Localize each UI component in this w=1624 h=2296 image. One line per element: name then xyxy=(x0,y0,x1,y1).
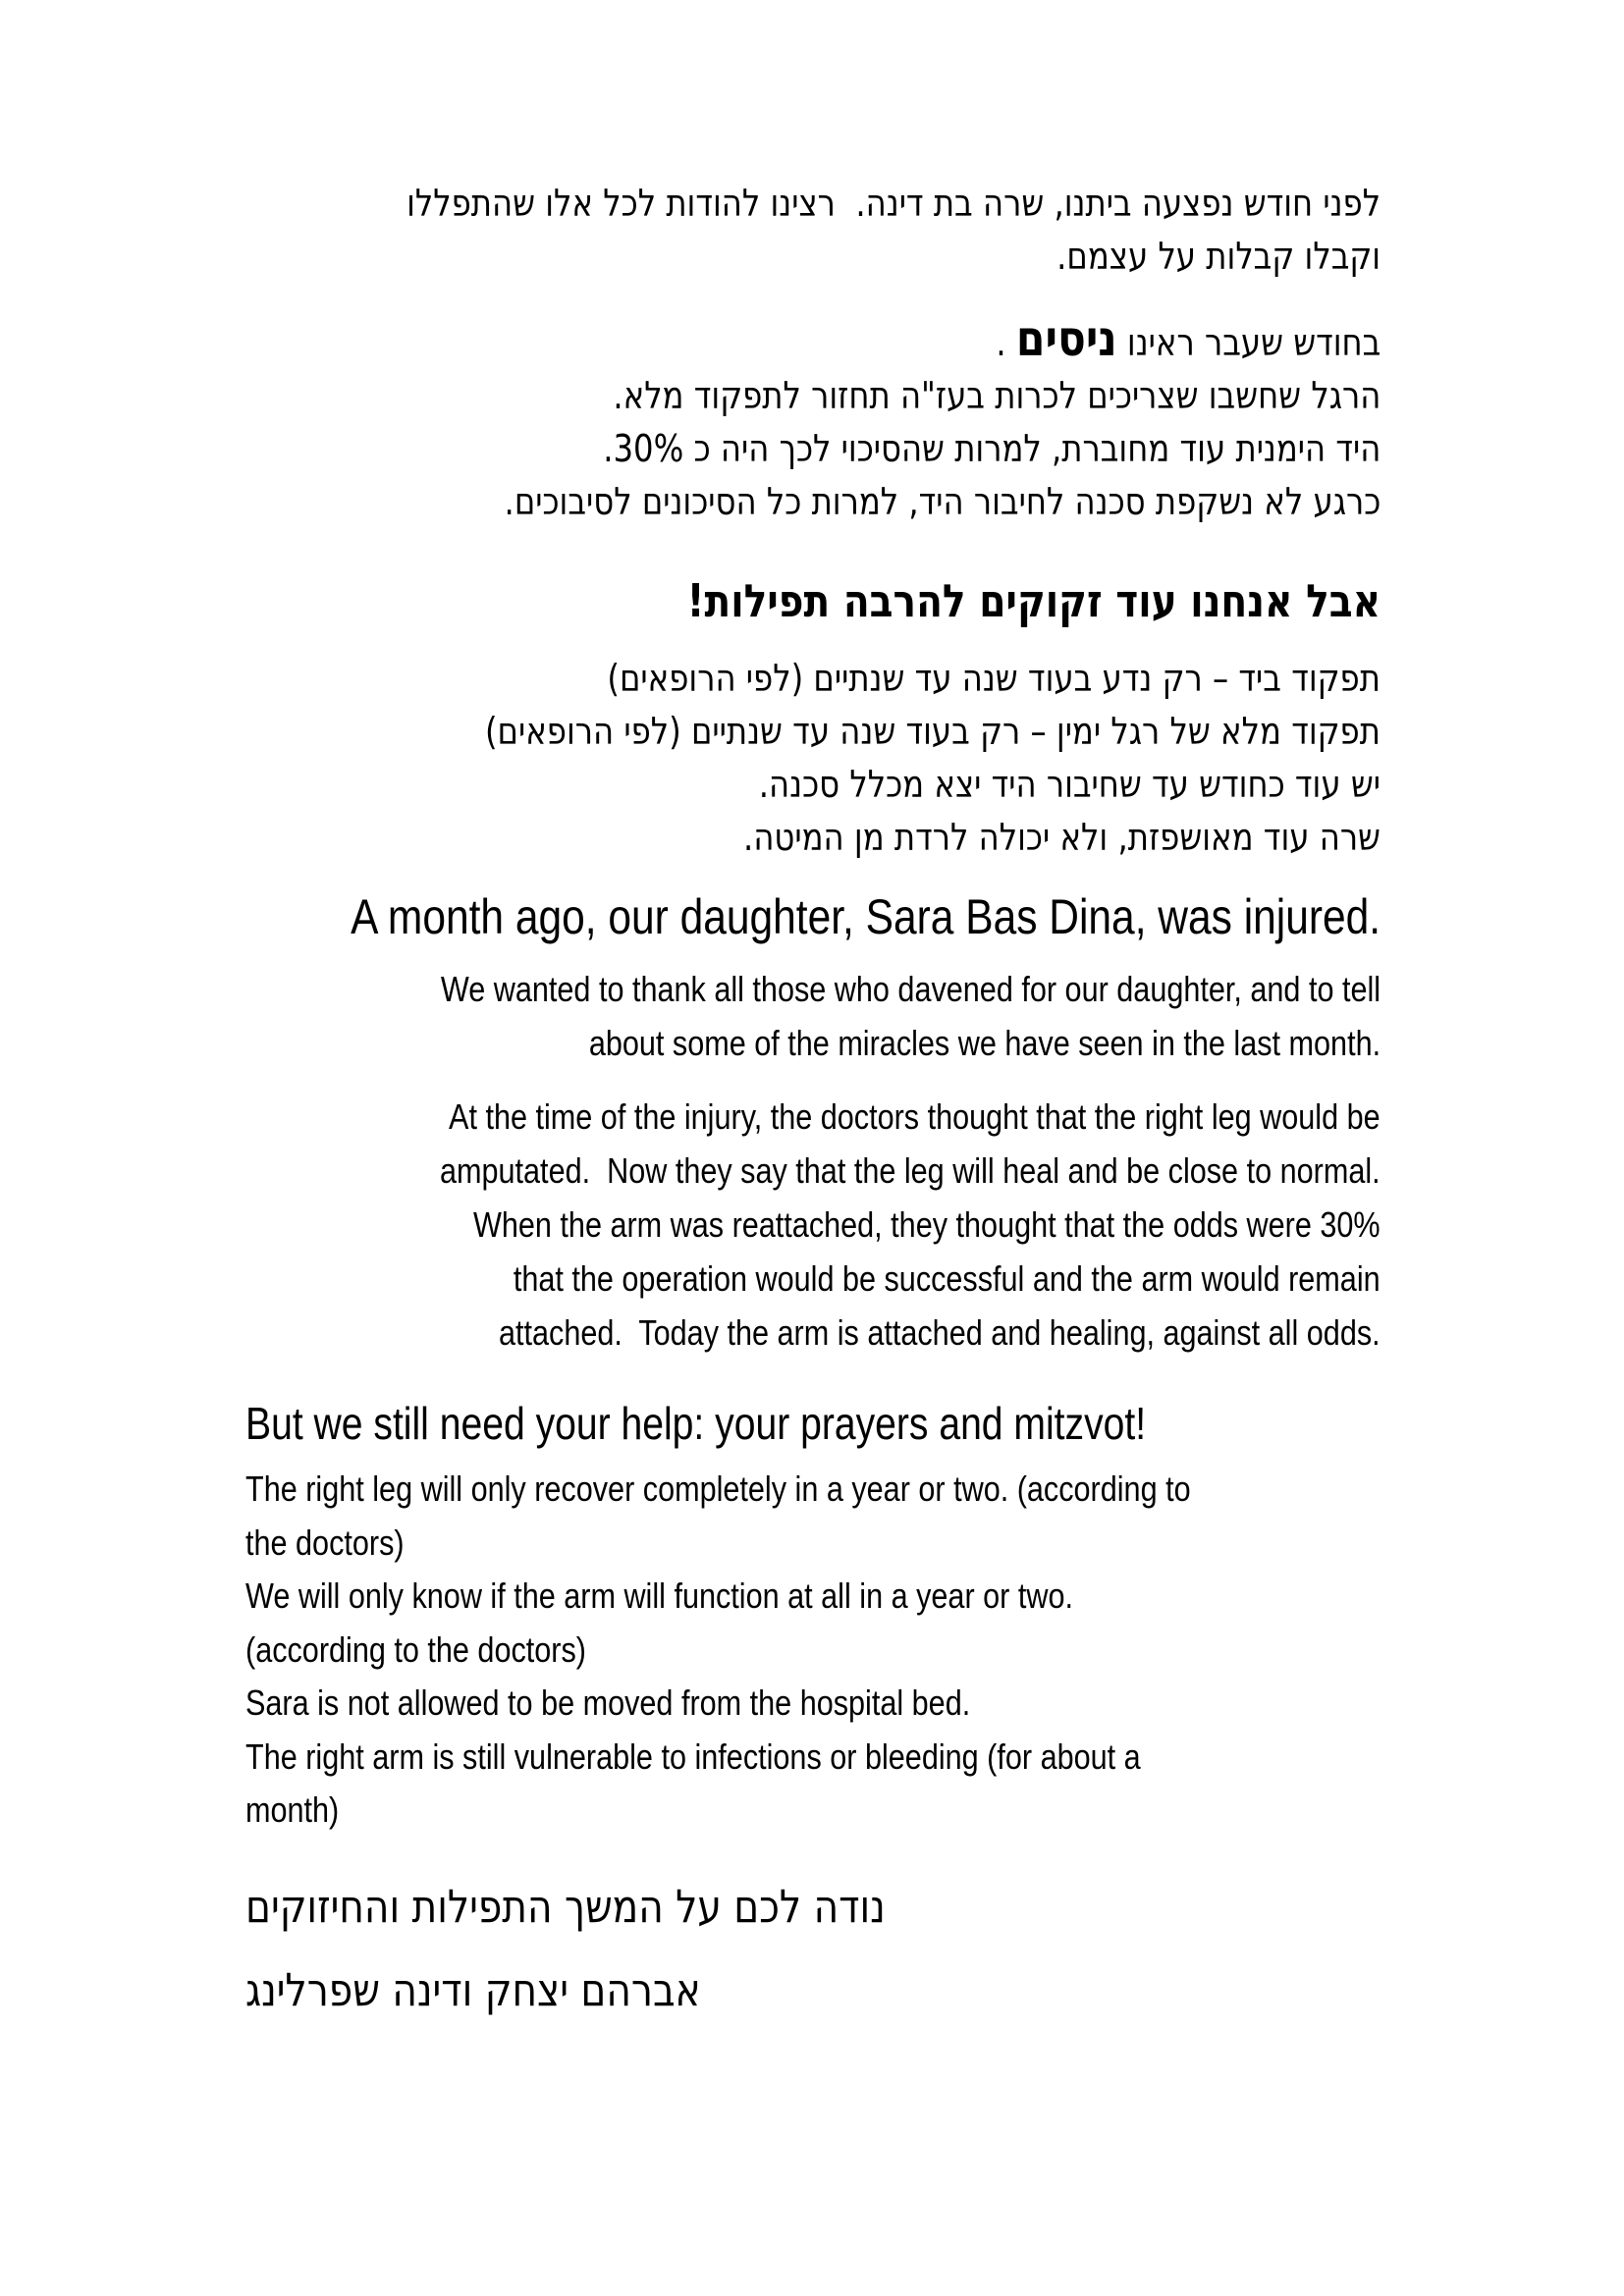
text-line: The right leg will only recover completely in a year or two. (according to xyxy=(245,1468,1191,1509)
text-line: תפקוד ביד – רק נדע בעוד שנה עד שנתיים (לפי הרופאים) xyxy=(607,657,1380,700)
text-line: The right arm is still vulnerable to infections or bleeding (for about a xyxy=(245,1735,1141,1777)
text-line: (according to the doctors) xyxy=(245,1629,586,1670)
english-injury-paragraph xyxy=(440,1090,1380,1360)
text-line: הרגל שחשבו שצריכים לכרות בעז"ה תחזור לתפקוד מלא. xyxy=(612,374,1380,417)
text-line: Sara is not allowed to be moved from the hospital bed. xyxy=(245,1682,971,1723)
english-thanks-paragraph xyxy=(441,962,1380,1070)
text-line: We will only know if the arm will function at all in a year or two. xyxy=(245,1575,1073,1616)
miracles-line-suffix: . xyxy=(995,321,1016,364)
text-line: יש עוד כחודש עד שחיבור היד יצא מכלל סכנה. xyxy=(758,763,1380,806)
text-line: כרגע לא נשקפת סכנה לחיבור היד, למרות כל הסיכונים לסיבוכים. xyxy=(504,480,1380,523)
heading-text: A month ago, our daughter, Sara Bas Dina, was injured. xyxy=(351,889,1380,944)
text-line: amputated. Now they say that the leg will heal and be close to normal. xyxy=(440,1150,1380,1191)
miracles-emphasis-word: ניסים xyxy=(1015,310,1117,367)
text-line: month) xyxy=(245,1789,340,1830)
text-line: When the arm was reattached, they thought that the odds were 30% xyxy=(473,1204,1381,1245)
english-title xyxy=(351,886,1380,947)
heading-text: But we still need your help: your prayers and mitzvot! xyxy=(245,1398,1147,1449)
signature-text: אברהם יצחק ודינה שפרלינג xyxy=(245,1963,701,2016)
text-line: At the time of the injury, the doctors thought that the right leg would be xyxy=(449,1096,1380,1137)
hebrew-status-paragraph xyxy=(485,652,1380,864)
hebrew-miracles-paragraph xyxy=(504,312,1380,528)
text-line: the doctors) xyxy=(245,1522,405,1563)
hebrew-prayers-heading xyxy=(687,571,1380,630)
english-status-paragraph xyxy=(245,1463,1191,1838)
text-line: attached. Today the arm is attached and healing, against all odds. xyxy=(499,1312,1380,1353)
text-line: נודה לכם על המשך התפילות והחיזוקים xyxy=(245,1880,886,1933)
text-line: וקבלו קבלות על עצמם. xyxy=(1056,235,1380,278)
text-line: about some of the miracles we have seen in the last month. xyxy=(588,1023,1380,1063)
text-line: תפקוד מלא של רגל ימין – רק בעוד שנה עד שנתיים (לפי הרופאים) xyxy=(484,710,1380,753)
text-line: that the operation would be successful and the arm would remain xyxy=(514,1258,1380,1299)
heading-text: אבל אנחנו עוד זקוקים להרבה תפילות! xyxy=(686,574,1380,627)
miracles-line-prefix: בחודש שעבר ראינו xyxy=(1116,321,1380,364)
hebrew-signature-line xyxy=(245,1960,701,2019)
text-line: היד הימנית עוד מחוברת, למרות שהסיכוי לכך היה כ 30%. xyxy=(602,427,1380,470)
text-line: We wanted to thank all those who davened for our daughter, and to tell xyxy=(440,969,1380,1009)
hebrew-gratitude-line xyxy=(245,1877,886,1936)
hebrew-intro-paragraph xyxy=(406,177,1380,283)
english-help-heading xyxy=(245,1394,1146,1453)
text-line: לפני חודש נפצעה ביתנו, שרה בת דינה. רצינו להודות לכל אלו שהתפללו xyxy=(406,182,1380,225)
text-line xyxy=(504,312,1380,369)
text-line: שרה עוד מאושפזת, ולא יכולה לרדת מן המיטה. xyxy=(743,816,1380,859)
